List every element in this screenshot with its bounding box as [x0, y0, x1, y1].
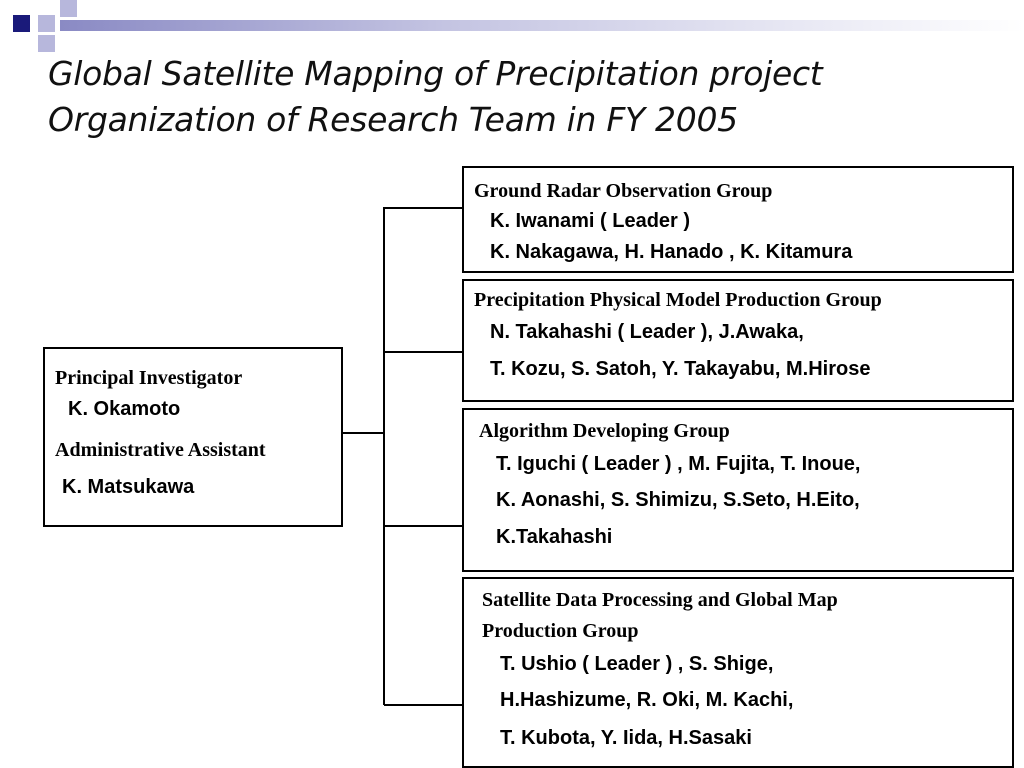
- group-member-line: K.Takahashi: [496, 526, 613, 548]
- group-title-satellite-data-line1: Satellite Data Processing and Global Map: [482, 589, 838, 611]
- group-title-precip-model: Precipitation Physical Model Production Group: [474, 289, 882, 311]
- group-member-line: T. Kubota, Y. Iida, H.Sasaki: [500, 727, 752, 749]
- group-title-algorithm: Algorithm Developing Group: [479, 420, 730, 442]
- aa-name: K. Matsukawa: [62, 476, 195, 498]
- aa-label: Administrative Assistant: [55, 439, 266, 461]
- page-title-line1: Global Satellite Mapping of Precipitation project: [48, 54, 823, 93]
- pi-name: K. Okamoto: [68, 398, 181, 420]
- group-member-line: H.Hashizume, R. Oki, M. Kachi,: [500, 689, 794, 711]
- page-title-line2: Organization of Research Team in FY 2005: [48, 100, 738, 139]
- group-member-line: T. Iguchi ( Leader ) , M. Fujita, T. Inoue,: [496, 453, 861, 475]
- group-member-line: N. Takahashi ( Leader ), J.Awaka,: [490, 321, 804, 343]
- pi-label: Principal Investigator: [55, 367, 243, 389]
- group-member-line: K. Nakagawa, H. Hanado , K. Kitamura: [490, 241, 853, 263]
- group-title-satellite-data-line2: Production Group: [482, 620, 639, 642]
- group-member-line: T. Ushio ( Leader ) , S. Shige,: [500, 653, 774, 675]
- group-member-line: K. Aonashi, S. Shimizu, S.Seto, H.Eito,: [496, 489, 860, 511]
- group-member-line: K. Iwanami ( Leader ): [490, 210, 691, 232]
- group-title-ground-radar: Ground Radar Observation Group: [474, 180, 773, 202]
- group-member-line: T. Kozu, S. Satoh, Y. Takayabu, M.Hirose: [490, 358, 871, 380]
